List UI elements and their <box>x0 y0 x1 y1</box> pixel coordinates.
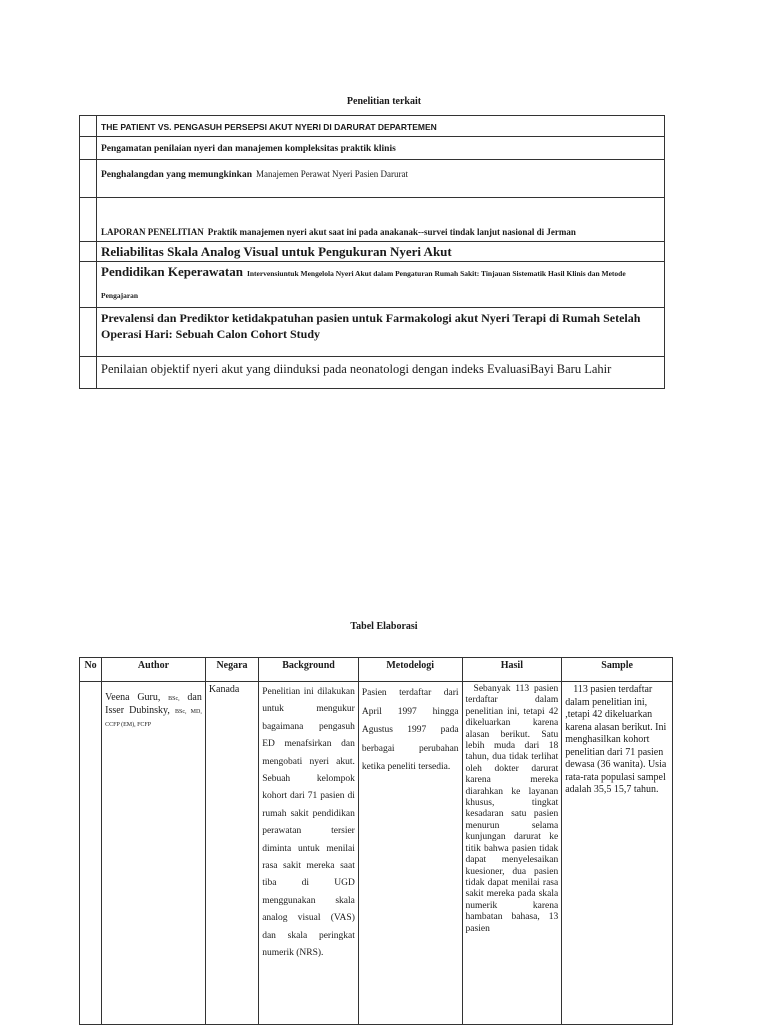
table-header-row <box>80 658 673 682</box>
elaboration-heading: Tabel Elaborasi <box>350 621 418 632</box>
study-title-cell <box>97 116 665 137</box>
study-title-bold: Pendidikan Keperawatan <box>101 264 243 279</box>
study-title: Reliabilitas Skala Analog Visual untuk Pengukuran Nyeri Akut <box>101 244 452 259</box>
table-row <box>80 682 673 1025</box>
author-name: Veena Guru, <box>105 692 161 703</box>
no-cell <box>80 682 102 1025</box>
country-cell: Kanada <box>205 682 258 1025</box>
elaboration-table <box>79 657 673 1025</box>
study-title: THE PATIENT VS. PENGASUH PERSEPSI AKUT NYERI DI DARURAT DEPARTEMEN <box>101 122 437 132</box>
number-cell <box>80 308 97 357</box>
number-cell <box>80 160 97 198</box>
study-title-label: LAPORAN PENELITIAN <box>101 227 204 237</box>
study-title-rest: Manajemen Perawat Nyeri Pasien Darurat <box>256 169 408 179</box>
methodology-cell: Pasien terdaftar dari April 1997 hingga Agustus 1997 pada berbagai perubahan ketika peneliti tersedia. <box>358 682 462 1025</box>
number-cell <box>80 116 97 137</box>
column-header-author: Author <box>102 658 206 682</box>
table-row <box>80 198 665 242</box>
column-header-sample: Sample <box>562 658 673 682</box>
number-cell <box>80 262 97 308</box>
author-cell <box>102 682 206 1025</box>
column-header-no: No <box>80 658 102 682</box>
sample-cell: 113 pasien terdaftar dalam penelitian ini, ,tetapi 42 dikeluarkan karena alasan berikut. Ini menghasilkan kohort penelitian dari 71 pasien dewasa (36 wanita). Usia rata-rata populasi sampel adalah 35,5 15,7 tahun. <box>562 682 673 1025</box>
result-cell: Sebanyak 113 pasien terdaftar dalam penelitian ini, tetapi 42 dikeluarkan karena alasan berikut. Satu lebih muda dari 18 tahun, dua tidak terlihat oleh dokter darurat karena mereka diarahkan ke layanan khusus, tingkat kesadaran satu pasien menurun selama kunjungan darurat ke titik bahwa pasien tidak dapat menyelesaikan kuesioner, dua pasien tidak dapat menilai rasa sakit mereka pada skala numerik karena hambatan bahasa, 13 pasien <box>462 682 562 1025</box>
study-title-cell <box>97 242 665 262</box>
background-cell: Penelitian ini dilakukan untuk mengukur bagaimana pengasuh ED menafsirkan dan mengobati nyeri akut. Sebuah kelompok kohort dari 71 pasien di rumah sakit pendidikan perawatan tersier diminta untuk menilai rasa sakit mereka saat tiba di UGD menggunakan skala analog visual (VAS) dan skala peringkat numerik (NRS). <box>259 682 359 1025</box>
study-title-rest: Praktik manajemen nyeri akut saat ini pada anakanak--survei tindak lanjut nasional di Jerman <box>207 227 576 237</box>
study-title-cell <box>97 308 665 357</box>
table-row <box>80 137 665 160</box>
number-cell <box>80 357 97 389</box>
column-header-negara: Negara <box>205 658 258 682</box>
study-title: Penilaian objektif nyeri akut yang diinduksi pada neonatologi dengan indeks EvaluasiBayi Baru Lahir <box>101 362 612 376</box>
study-title-cell <box>97 198 665 242</box>
study-title-cell <box>97 137 665 160</box>
table-row <box>80 242 665 262</box>
author-credentials: BSc, <box>168 696 180 702</box>
number-cell <box>80 198 97 242</box>
author-name: dan Isser Dubinsky, <box>105 692 202 716</box>
study-title: Prevalensi dan Prediktor ketidakpatuhan pasien untuk Farmakologi akut Nyeri Terapi di Rumah Setelah Operasi Hari: Sebuah Calon Cohort Study <box>101 311 641 341</box>
column-header-hasil: Hasil <box>462 658 562 682</box>
table-row <box>80 262 665 308</box>
study-title-rest: Intervensiuntuk Mengelola Nyeri Akut dalam Pengaturan Rumah Sakit: Tinjauan Sistematik Hasil Klinis dan Metode Pengajaran <box>101 269 626 300</box>
table-row <box>80 357 665 389</box>
study-title-cell <box>97 262 665 308</box>
study-title-cell <box>97 160 665 198</box>
related-studies-heading: Penelitian terkait <box>346 96 422 107</box>
number-cell <box>80 242 97 262</box>
study-title-bold: Penghalangdan yang memungkinkan <box>101 170 252 180</box>
table-row <box>80 160 665 198</box>
table-row <box>80 308 665 357</box>
number-cell <box>80 137 97 160</box>
study-title-cell <box>97 357 665 389</box>
column-header-background: Background <box>259 658 359 682</box>
author-credentials: BSc, MD, CCFP (EM), FCFP <box>105 709 202 728</box>
study-title: Pengamatan penilaian nyeri dan manajemen kompleksitas praktik klinis <box>101 144 396 154</box>
related-studies-table <box>79 115 665 389</box>
column-header-metodelogi: Metodelogi <box>358 658 462 682</box>
table-row <box>80 116 665 137</box>
